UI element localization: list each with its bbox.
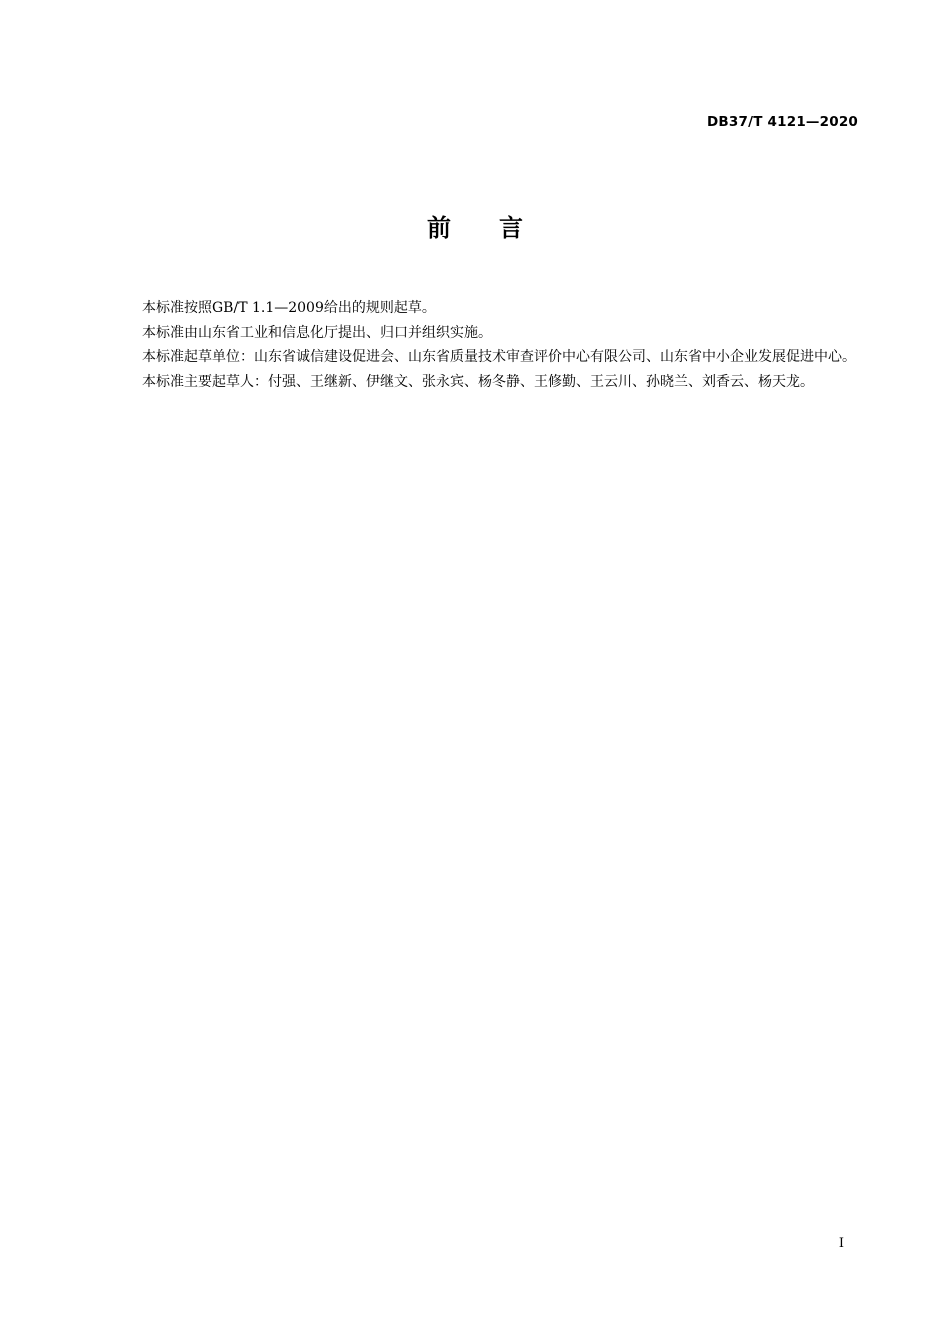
paragraph-drafters: 本标准主要起草人：付强、王继新、伊继文、张永宾、杨冬静、王修勤、王云川、孙晓兰、刘香云、杨天龙。 [142, 373, 814, 390]
page-title: 前 言 [427, 214, 523, 242]
foreword-body [114, 296, 860, 394]
paragraph-drafting-units: 本标准起草单位：山东省诚信建设促进会、山东省质量技术审查评价中心有限公司、山东省中小企业发展促进中心。 [142, 349, 856, 365]
page-number: I [838, 1236, 844, 1251]
standard-code: DB37/T 4121—2020 [707, 114, 858, 130]
paragraph-drafting-rules: 本标准按照GB/T 1.1—2009给出的规则起草。 [142, 300, 436, 316]
paragraph-proposer: 本标准由山东省工业和信息化厅提出、归口并组织实施。 [142, 324, 492, 341]
